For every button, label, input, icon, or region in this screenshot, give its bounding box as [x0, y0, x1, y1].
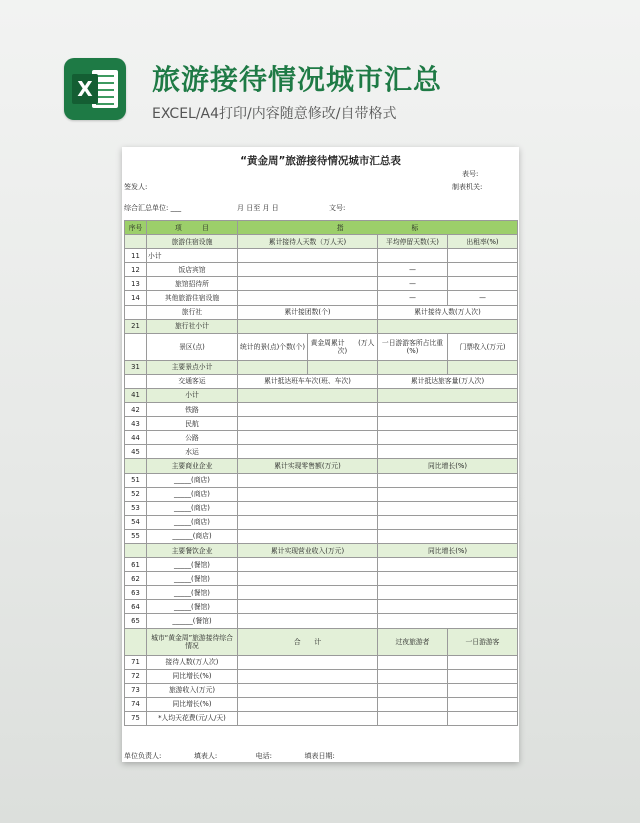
row-label: *人均天花费(元/人/天) — [147, 711, 238, 725]
table-row — [125, 277, 518, 291]
section-row — [125, 628, 518, 655]
section-row — [125, 305, 518, 319]
table-row — [125, 683, 518, 697]
unit-label: 综合汇总单位: ___ — [124, 204, 182, 212]
table-row — [125, 600, 518, 614]
column-label: 累计抵达旅客量(万人次) — [378, 374, 518, 388]
row-label: _____(餐馆) — [147, 558, 238, 572]
section-label: 旅行社 — [147, 305, 238, 319]
row-label: 旅馆招待所 — [147, 277, 238, 291]
dash-cell: — — [378, 277, 448, 291]
document-preview — [122, 147, 519, 762]
row-number: 54 — [125, 515, 147, 529]
section-label: 主要餐饮企业 — [147, 543, 238, 557]
table-row — [125, 487, 518, 501]
row-number: 44 — [125, 431, 147, 445]
row-number: 11 — [125, 249, 147, 263]
table-row — [125, 614, 518, 628]
table-row — [125, 403, 518, 417]
row-number: 45 — [125, 445, 147, 459]
row-number: 21 — [125, 319, 147, 333]
table-row — [125, 697, 518, 711]
table-row — [125, 558, 518, 572]
excel-icon: X — [64, 58, 126, 120]
row-label: _____(商店) — [147, 515, 238, 529]
column-label: 统计的景(点)个数(个) — [238, 333, 308, 360]
row-label: 接待人数(万人次) — [147, 655, 238, 669]
column-label: 出租率(%) — [448, 235, 518, 249]
column-label: 累计实现营业收入(万元) — [238, 543, 378, 557]
table-row — [125, 431, 518, 445]
column-label: 一日游游客所占比重(%) — [378, 333, 448, 360]
header-cell: 序号 — [125, 221, 147, 235]
section-label: 旅游住宿设施 — [147, 235, 238, 249]
column-label: 同比增长(%) — [378, 543, 518, 557]
footer-phone: 电话: — [255, 752, 273, 760]
row-label: _____(商店) — [147, 473, 238, 487]
row-number: 12 — [125, 263, 147, 277]
table-row — [125, 263, 518, 277]
table-row — [125, 445, 518, 459]
row-label: _____(餐馆) — [147, 600, 238, 614]
footer-date: 填表日期: — [304, 752, 335, 760]
row-number: 55 — [125, 529, 147, 543]
table-row — [125, 319, 518, 333]
row-number: 63 — [125, 586, 147, 600]
column-label: 过夜旅游者 — [378, 628, 448, 655]
row-label: _____(餐馆) — [147, 572, 238, 586]
table-row — [125, 291, 518, 305]
column-label: 累计抵达班车车次(班、车次) — [238, 374, 378, 388]
row-label: 饭店宾馆 — [147, 263, 238, 277]
section-label: 主要商业企业 — [147, 459, 238, 473]
page-subtitle: EXCEL/A4打印/内容随意修改/自带格式 — [152, 106, 397, 122]
table-footer — [124, 751, 335, 761]
row-number: 31 — [125, 360, 147, 374]
column-label: 合 计 — [238, 628, 378, 655]
footer-person: 单位负责人: — [124, 752, 162, 760]
row-number: 43 — [125, 417, 147, 431]
row-label: 其他旅游住宿设施 — [147, 291, 238, 305]
row-label: _____(餐馆) — [147, 586, 238, 600]
table-row — [125, 669, 518, 683]
row-label: 民航 — [147, 417, 238, 431]
column-label: 平均停留天数(天) — [378, 235, 448, 249]
dash-cell: — — [378, 263, 448, 277]
row-label: _____(商店) — [147, 501, 238, 515]
section-row — [125, 374, 518, 388]
row-number: 64 — [125, 600, 147, 614]
section-label: 城市“黄金周”旅游接待综合情况 — [147, 628, 238, 655]
row-label: 水运 — [147, 445, 238, 459]
row-label: 公路 — [147, 431, 238, 445]
row-number: 42 — [125, 403, 147, 417]
table-number-label: 表号: — [462, 170, 479, 178]
section-row — [125, 459, 518, 473]
row-label: 旅游收入(万元) — [147, 683, 238, 697]
row-number: 53 — [125, 501, 147, 515]
table-row — [125, 711, 518, 725]
column-label: 累计接待人数(万人次) — [378, 305, 518, 319]
summary-table — [124, 220, 518, 726]
table-row — [125, 655, 518, 669]
row-label: 同比增长(%) — [147, 697, 238, 711]
row-number: 74 — [125, 697, 147, 711]
section-row — [125, 235, 518, 249]
date-range-label: 月 日至 月 日 — [237, 204, 279, 212]
column-label: 累计接待人天数（万人天) — [238, 235, 378, 249]
table-row — [125, 529, 518, 543]
section-row — [125, 333, 518, 360]
page-title: 旅游接待情况城市汇总 — [152, 63, 443, 96]
row-number: 51 — [125, 473, 147, 487]
row-number: 14 — [125, 291, 147, 305]
row-number: 61 — [125, 558, 147, 572]
column-label: 黄金周累计 (万人次) — [308, 333, 378, 360]
dash-cell: — — [378, 291, 448, 305]
row-label: 小计 — [147, 388, 238, 402]
dash-cell: — — [448, 291, 518, 305]
row-number: 62 — [125, 572, 147, 586]
table-row — [125, 473, 518, 487]
section-label: 景区(点) — [147, 333, 238, 360]
column-label: 同比增长(%) — [378, 459, 518, 473]
row-number: 72 — [125, 669, 147, 683]
row-label: 铁路 — [147, 403, 238, 417]
table-row — [125, 360, 518, 374]
row-label: 小计 — [147, 249, 238, 263]
header-cell: 项 目 — [147, 221, 238, 235]
footer-filler: 填表人: — [193, 752, 218, 760]
signer-label: 签发人: — [124, 183, 148, 191]
row-number: 71 — [125, 655, 147, 669]
table-row — [125, 417, 518, 431]
row-label: ______(餐馆) — [147, 614, 238, 628]
row-label: _____(商店) — [147, 487, 238, 501]
table-row — [125, 249, 518, 263]
column-label: 一日游游客 — [448, 628, 518, 655]
column-label: 累计实现零售额(万元) — [238, 459, 378, 473]
table-header-row — [125, 221, 518, 235]
row-label: ______(商店) — [147, 529, 238, 543]
org-label: 制表机关: — [452, 183, 483, 191]
table-row — [125, 501, 518, 515]
table-row — [125, 572, 518, 586]
column-label: 累计接团数(个) — [238, 305, 378, 319]
section-row — [125, 543, 518, 557]
section-label: 交通客运 — [147, 374, 238, 388]
row-label: 主要景点小计 — [147, 360, 238, 374]
doc-number-label: 文号: — [329, 204, 346, 212]
row-number: 65 — [125, 614, 147, 628]
document-title: “黄金周”旅游接待情况城市汇总表 — [240, 155, 401, 167]
column-label: 门票收入(万元) — [448, 333, 518, 360]
row-number: 13 — [125, 277, 147, 291]
row-label: 旅行社小计 — [147, 319, 238, 333]
row-number: 52 — [125, 487, 147, 501]
table-row — [125, 388, 518, 402]
row-number: 41 — [125, 388, 147, 402]
table-row — [125, 515, 518, 529]
header-cell: 指 标 — [238, 221, 518, 235]
row-number: 75 — [125, 711, 147, 725]
table-row — [125, 586, 518, 600]
row-number: 73 — [125, 683, 147, 697]
row-label: 同比增长(%) — [147, 669, 238, 683]
